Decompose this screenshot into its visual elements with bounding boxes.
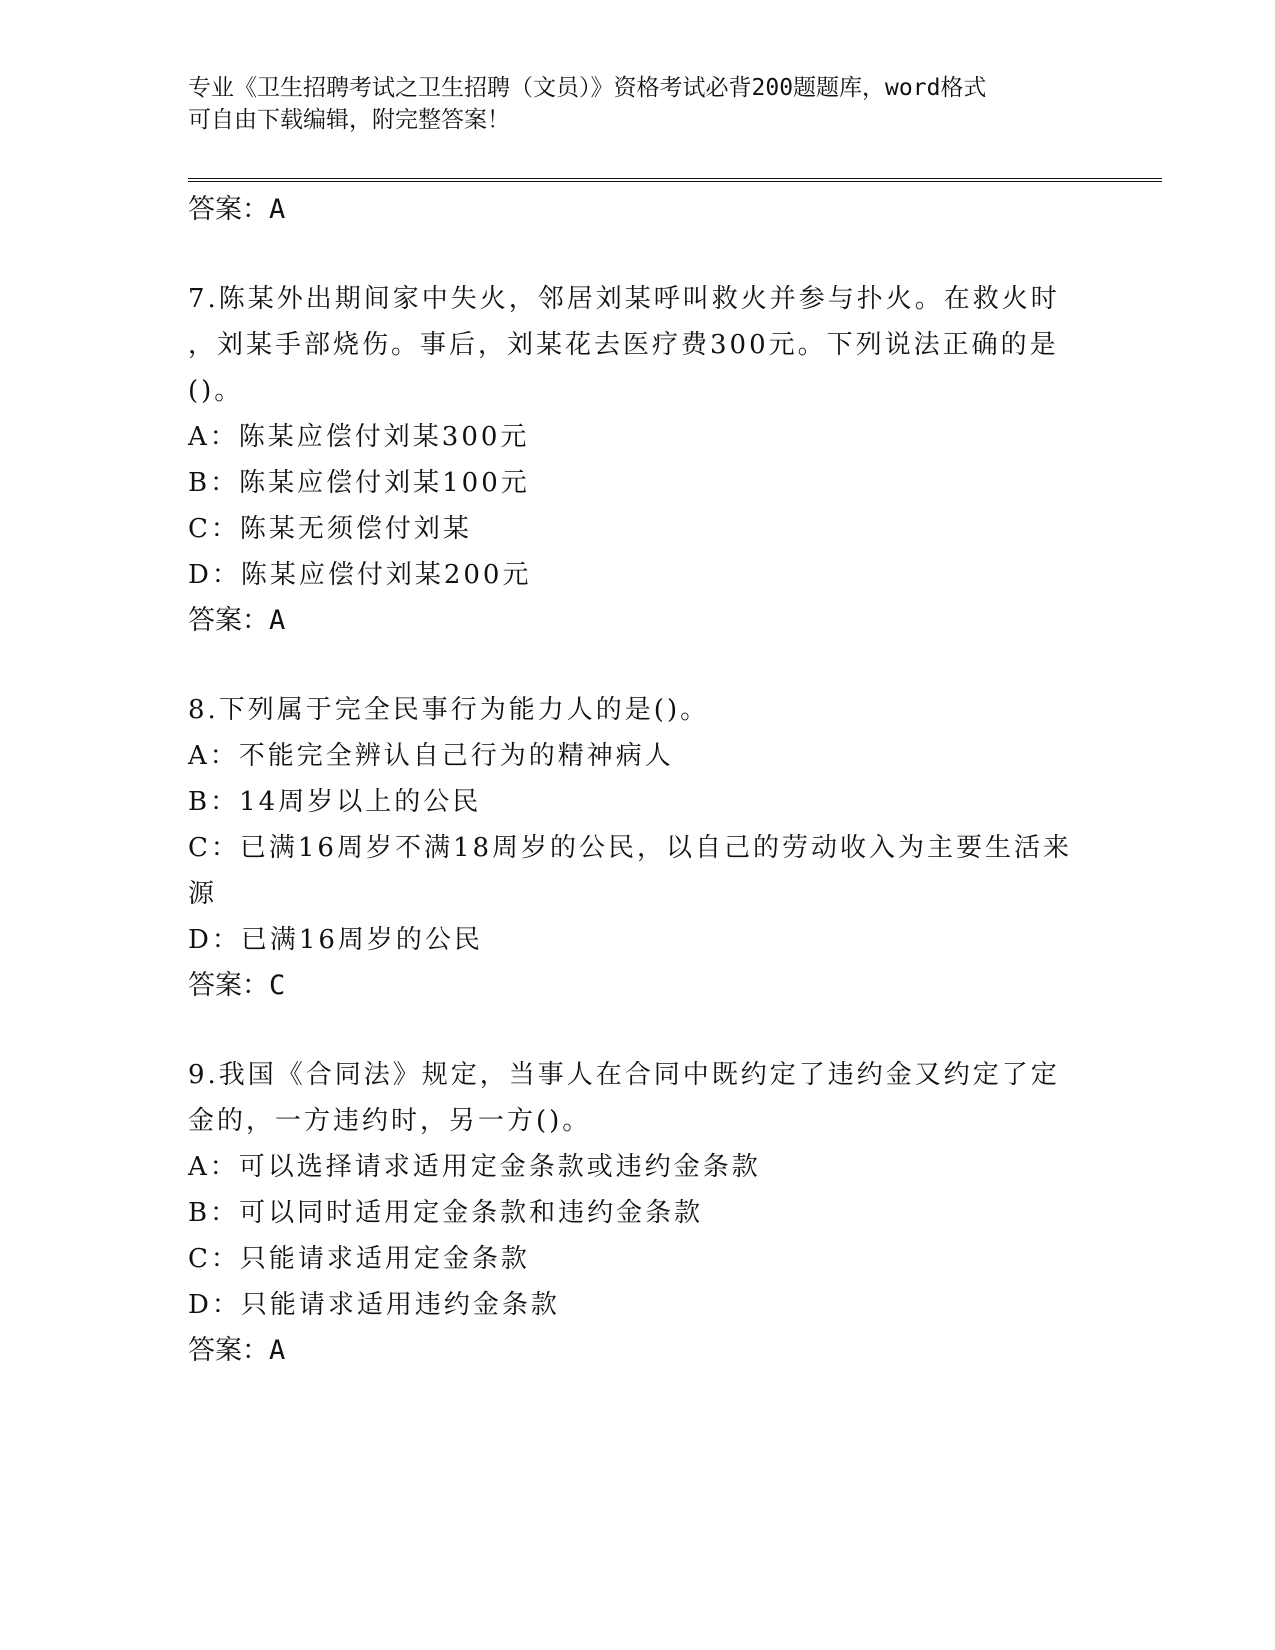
question-stem-line: ()。 — [188, 376, 244, 406]
answer-line: 答案：C — [188, 970, 286, 1001]
header-divider — [188, 178, 1162, 182]
option-b: B：陈某应偿付刘某100元 — [188, 468, 530, 498]
option-b: B：可以同时适用定金条款和违约金条款 — [188, 1198, 704, 1228]
option-c: C：陈某无须偿付刘某 — [188, 514, 472, 544]
option-c: C：只能请求适用定金条款 — [188, 1244, 530, 1274]
question-9 — [188, 1052, 1088, 1374]
spacer — [188, 644, 1088, 687]
question-7 — [188, 276, 1088, 644]
question-8 — [188, 687, 1088, 1009]
document-header — [188, 72, 1088, 136]
option-c: C：已满16周岁不满18周岁的公民，以自己的劳动收入为主要生活来 — [188, 833, 1073, 863]
option-a: A：可以选择请求适用定金条款或违约金条款 — [188, 1152, 761, 1182]
option-b: B：14周岁以上的公民 — [188, 787, 482, 817]
option-c-continued: 源 — [188, 879, 218, 909]
question-stem-line: ，刘某手部烧伤。事后，刘某花去医疗费300元。下列说法正确的是 — [188, 330, 1059, 360]
header-line-2: 可自由下载编辑，附完整答案！ — [188, 107, 510, 133]
answer-line: 答案：A — [188, 605, 286, 636]
question-stem-line: 8.下列属于完全民事行为能力人的是()。 — [188, 695, 710, 725]
answer-line: 答案：A — [188, 1335, 286, 1366]
question-stem-line: 9.我国《合同法》规定，当事人在合同中既约定了违约金又约定了定 — [188, 1060, 1060, 1090]
answer-line: 答案：A — [188, 194, 286, 225]
option-d: D：陈某应偿付刘某200元 — [188, 560, 532, 590]
option-d: D：已满16周岁的公民 — [188, 925, 483, 955]
option-a: A：陈某应偿付刘某300元 — [188, 422, 530, 452]
spacer — [188, 1009, 1088, 1052]
spacer — [188, 233, 1088, 276]
question-stem-line: 金的，一方违约时，另一方()。 — [188, 1106, 592, 1136]
option-d: D：只能请求适用违约金条款 — [188, 1290, 560, 1320]
document-body — [188, 187, 1088, 1374]
question-stem-line: 7.陈某外出期间家中失火，邻居刘某呼叫救火并参与扑火。在救火时 — [188, 284, 1060, 314]
option-a: A：不能完全辨认自己行为的精神病人 — [188, 741, 674, 771]
header-line-1: 专业《卫生招聘考试之卫生招聘（文员）》资格考试必背200题题库，word格式 — [188, 75, 987, 101]
